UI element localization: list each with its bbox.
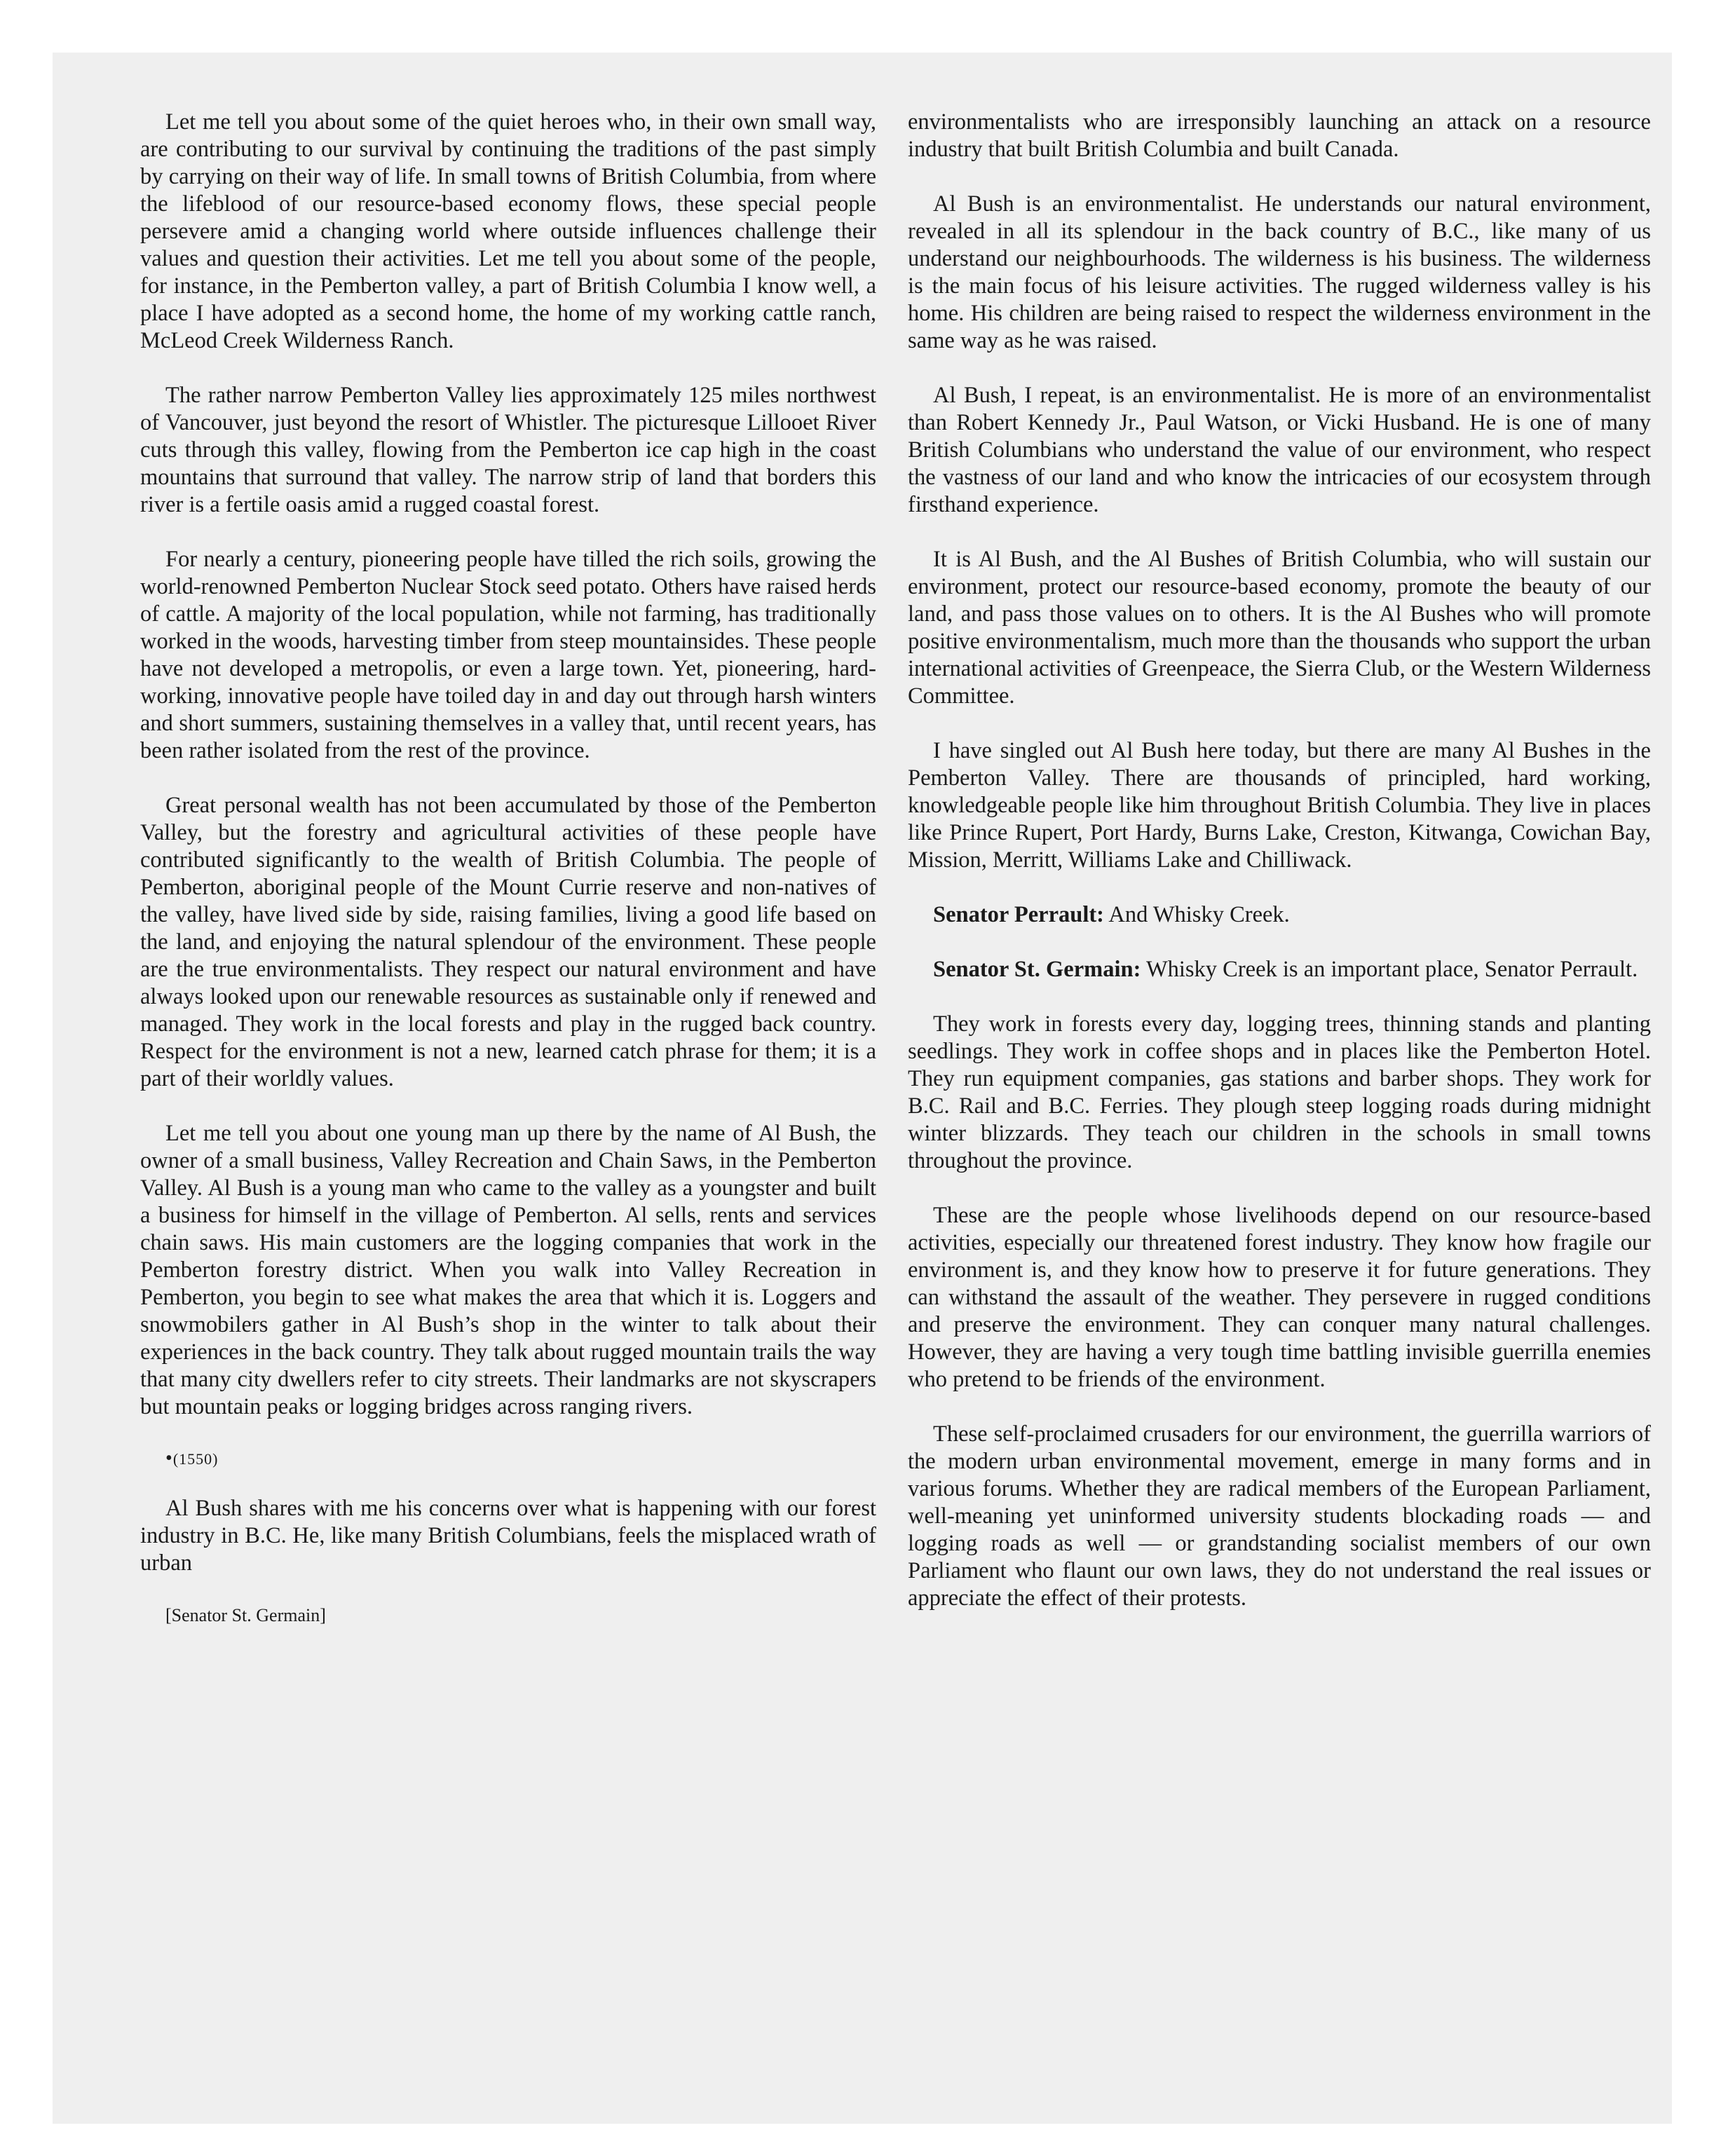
paragraph: Let me tell you about one young man up there by the name of Al Bush, the owner of a small business, Valley Recreation and Chain Saws, in the Pemberton Valley. Al Bush is a young man who came to the valley as a youngster and built a business for himself in the village of Pemberton. Al sells, rents and services chain saws. His main customers are the logging companies that work in the Pemberton forestry district. When you walk into Valley Recreation in Pemberton, you begin to see what makes the area that which it is. Loggers and snowmobilers gather in Al Bush’s shop in the winter to talk about their experiences in the back country. They talk about rugged mountain trails the way that many city dwellers refer to city streets. Their landmarks are not skyscrapers but mountain peaks or logging bridges across ranging rivers. [140, 1121, 876, 1419]
paragraph: These are the people whose livelihoods depend on our resource-based activities, especially our threatened forest industry. They know how fragile our environment is, and they know how to preserve it for future generations. They can withstand the assault of the weather. They persevere in rugged conditions and preserve the environment. They can conquer many natural challenges. However, they are having a very tough time battling invisible guerrilla enemies who pretend to be friends of the environment. [908, 1203, 1651, 1392]
speaker-footer-label: [Senator St. Germain] [165, 1605, 326, 1625]
speech-text: And Whisky Creek. [1108, 902, 1290, 927]
paragraph: They work in forests every day, logging trees, thinning stands and planting seedlings. They work in coffee shops and in places like the Pemberton Hotel. They run equipment companies, gas stations and barber shops. They work for B.C. Rail and B.C. Ferries. They plough steep logging roads during midnight winter blizzards. They teach our children in the schools in small towns throughout the province. [908, 1011, 1651, 1173]
paragraph: These self-proclaimed crusaders for our environment, the guerrilla warriors of the modern urban environmental movement, emerge in many forms and in various forums. Whether they are radical members of the European Parliament, well-meaning yet uninformed university students blockading roads — and logging roads as well — or grandstanding socialist members of our own Parliament who flaunt our own laws, they do not understand the real issues or appreciate the effect of their protests. [908, 1421, 1651, 1611]
paragraph: Al Bush shares with me his concerns over what is happening with our forest industry in B.C. He, like many British Columbians, feels the misplaced wrath of urban [140, 1496, 876, 1576]
speaker-name: Senator Perrault: [933, 902, 1104, 927]
paragraph: Al Bush is an environmentalist. He understands our natural environment, revealed in all its splendour in the back country of B.C., like many of us understand our neighbourhoods. The wilderness is his business. The wilderness is the main focus of his leisure activities. The rugged wilderness valley is his home. His children are being raised to respect the wilderness environment in the same way as he was raised. [908, 191, 1651, 353]
time-marker [140, 1448, 876, 1470]
paragraph-continued: environmentalists who are irresponsibly launching an attack on a resource industry that built British Columbia and built Canada. [908, 109, 1651, 162]
speech-perrault [908, 901, 1651, 929]
speaker-name: Senator St. Germain: [933, 957, 1141, 982]
left-column [140, 109, 876, 1627]
speech-text: Whisky Creek is an important place, Senator Perrault. [1145, 957, 1638, 982]
right-column [908, 109, 1651, 1639]
bullet-icon: • [165, 1447, 173, 1469]
document-page [53, 53, 1672, 2124]
paragraph: Let me tell you about some of the quiet heroes who, in their own small way, are contributing to our survival by continuing the traditions of the past simply by carrying on their way of life. In small towns of British Columbia, from where the lifeblood of our resource-based economy flows, these special people persevere amid a changing world where outside influences challenge their values and question their activities. Let me tell you about some of the people, for instance, in the Pemberton valley, a part of British Columbia I know well, a place I have adopted as a second home, the home of my working cattle ranch, McLeod Creek Wilderness Ranch. [140, 109, 876, 353]
paragraph: The rather narrow Pemberton Valley lies approximately 125 miles northwest of Vancouver, just beyond the resort of Whistler. The picturesque Lillooet River cuts through this valley, flowing from the Pemberton ice cap high in the coast mountains that surround that valley. The narrow strip of land that borders this river is a fertile oasis amid a rugged coastal forest. [140, 383, 876, 517]
paragraph: It is Al Bush, and the Al Bushes of British Columbia, who will sustain our environment, protect our resource-based economy, promote the beauty of our land, and pass those values on to others. It is the Al Bushes who will promote positive environmentalism, much more than the thousands who support the urban international activities of Greenpeace, the Sierra Club, or the Western Wilderness Committee. [908, 547, 1651, 709]
paragraph: I have singled out Al Bush here today, but there are many Al Bushes in the Pemberton Valley. There are thousands of principled, hard working, knowledgeable people like him throughout British Columbia. They live in places like Prince Rupert, Port Hardy, Burns Lake, Creston, Kitwanga, Cowichan Bay, Mission, Merritt, Williams Lake and Chilliwack. [908, 738, 1651, 873]
speech-st-germain [908, 956, 1651, 983]
time-marker-text: (1550) [172, 1450, 219, 1468]
paragraph: Al Bush, I repeat, is an environmentalist. He is more of an environmentalist than Robert Kennedy Jr., Paul Watson, or Vicki Husband. He is one of many British Columbians who understand the value of our environment, who respect the vastness of our land and who know the intricacies of our ecosystem through firsthand experience. [908, 383, 1651, 517]
paragraph: For nearly a century, pioneering people have tilled the rich soils, growing the world-renowned Pemberton Nuclear Stock seed potato. Others have raised herds of cattle. A majority of the local population, while not farming, has traditionally worked in the woods, harvesting timber from steep mountainsides. These people have not developed a metropolis, or even a large town. Yet, pioneering, hard-working, innovative people have toiled day in and day out through harsh winters and short summers, sustaining themselves in a valley that, until recent years, has been rather isolated from the rest of the province. [140, 547, 876, 763]
paragraph: Great personal wealth has not been accumulated by those of the Pemberton Valley, but the forestry and agricultural activities of these people have contributed significantly to the wealth of British Columbia. The people of Pemberton, aboriginal people of the Mount Currie reserve and non-natives of the valley, have lived side by side, raising families, living a good life based on the land, and enjoying the natural splendour of the environment. These people are the true environmentalists. They respect our natural environment and have always looked upon our renewable resources as sustainable only if renewed and managed. They work in the local forests and play in the rugged back country. Respect for the environment is not a new, learned catch phrase for them; it is a part of their worldly values. [140, 793, 876, 1091]
